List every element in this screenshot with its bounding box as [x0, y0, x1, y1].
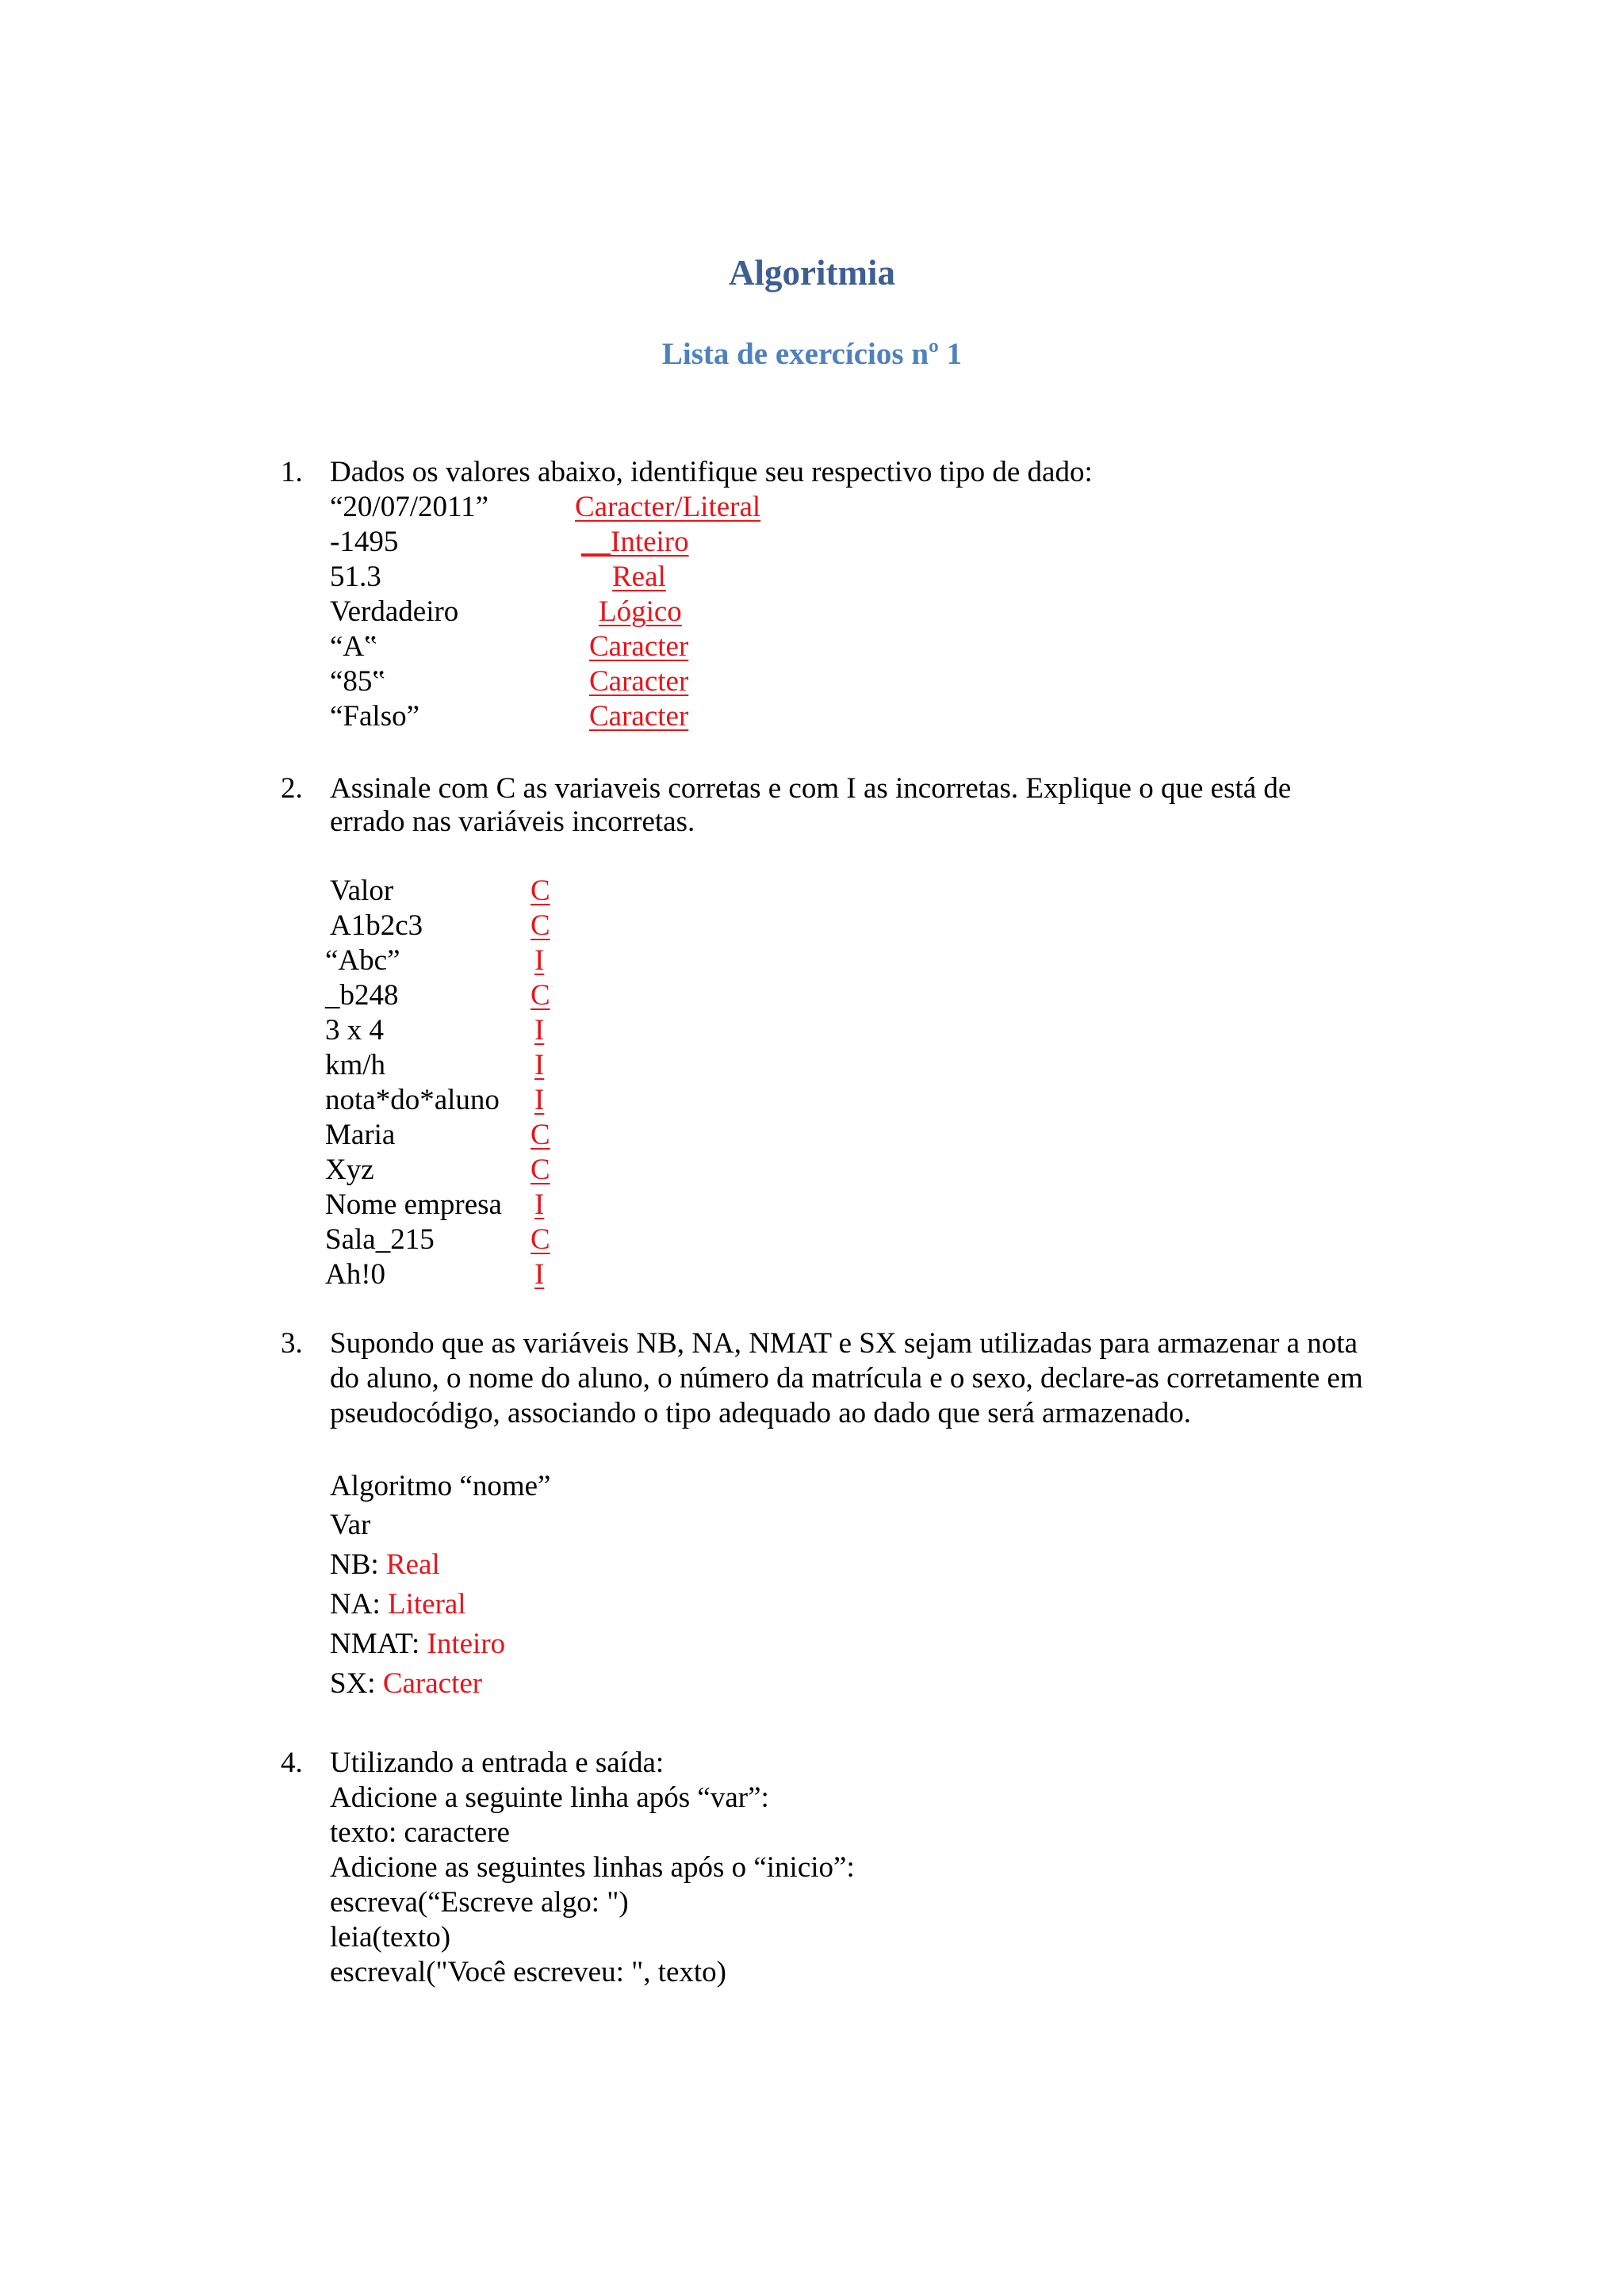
variable-name: A1b2c3 [330, 909, 423, 942]
answer-item: Caracter [589, 630, 689, 663]
variable-answer: I [534, 1049, 545, 1081]
declaration-line [330, 1627, 505, 1662]
variable-name: Maria [325, 1119, 396, 1151]
question-number: 4. [281, 1747, 303, 1779]
question-line: Adicione as seguintes linhas após o “inicio”: [330, 1851, 855, 1884]
value-item: -1495 [330, 526, 399, 558]
answer-item: Caracter [589, 665, 689, 698]
answer-item: Caracter/Literal [575, 491, 761, 523]
question-line: Utilizando a entrada e saída: [330, 1747, 665, 1779]
value-item: “20/07/2011” [330, 491, 489, 523]
value-item: “A‟ [330, 630, 377, 663]
question-prompt: errado nas variáveis incorretas. [330, 806, 695, 838]
answer-item: Real [612, 561, 666, 593]
code-line: texto: caractere [330, 1816, 510, 1849]
algorithm-header: Algoritmo “nome” [330, 1470, 551, 1502]
variable-answer: C [530, 1119, 550, 1151]
declaration-name: NA: [330, 1588, 381, 1621]
var-keyword: Var [330, 1509, 371, 1541]
variable-name: Valor [330, 874, 394, 907]
declaration-name: NB: [330, 1548, 379, 1581]
variable-answer: I [534, 1188, 545, 1221]
declaration-line [330, 1548, 440, 1582]
variable-name: Xyz [325, 1154, 374, 1186]
variable-name: “Abc” [325, 944, 400, 977]
question-prompt: Assinale com C as variaveis corretas e com I as incorretas. Explique o que está de [330, 772, 1292, 805]
variable-name: Nome empresa [325, 1188, 502, 1221]
variable-answer: I [534, 944, 545, 977]
variable-answer: I [534, 1258, 545, 1291]
declaration-type: Literal [387, 1588, 466, 1621]
variable-name: km/h [325, 1049, 386, 1081]
document-title: Algoritmia [729, 253, 895, 293]
answer-item: __Inteiro [581, 526, 689, 558]
declaration-type: Caracter [382, 1667, 483, 1700]
variable-name: Ah!0 [325, 1258, 386, 1291]
value-item: Verdadeiro [330, 595, 459, 628]
question-prompt: Dados os valores abaixo, identifique seu respectivo tipo de dado: [330, 456, 1093, 488]
answer-item: Lógico [599, 595, 682, 628]
code-line: escreva(“Escreve algo: ") [330, 1886, 629, 1919]
variable-answer: I [534, 1014, 545, 1047]
document-subtitle: Lista de exercícios nº 1 [661, 337, 963, 371]
variable-name: nota*do*aluno [325, 1084, 500, 1116]
question-prompt: Supondo que as variáveis NB, NA, NMAT e SX sejam utilizadas para armazenar a nota [330, 1327, 1358, 1360]
question-number: 2. [281, 772, 303, 805]
code-line: leia(texto) [330, 1921, 451, 1954]
value-item: “Falso” [330, 700, 420, 733]
value-item: “85‟ [330, 665, 385, 698]
variable-answer: I [534, 1084, 545, 1116]
declaration-line [330, 1667, 482, 1701]
variable-answer: C [530, 979, 550, 1012]
question-number: 3. [281, 1327, 303, 1360]
variable-answer: C [530, 1154, 550, 1186]
declaration-line [330, 1587, 466, 1622]
question-line: Adicione a seguinte linha após “var”: [330, 1781, 769, 1814]
code-line: escreval("Você escreveu: ", texto) [330, 1956, 727, 1988]
variable-name: Sala_215 [325, 1223, 435, 1256]
variable-answer: C [530, 909, 550, 942]
declaration-type: Inteiro [427, 1628, 506, 1660]
variable-answer: C [530, 1223, 550, 1256]
declaration-name: NMAT: [330, 1628, 420, 1660]
answer-item: Caracter [589, 700, 689, 733]
value-item: 51.3 [330, 561, 381, 593]
variable-answer: C [530, 874, 550, 907]
variable-name: 3 x 4 [325, 1014, 384, 1047]
question-prompt: pseudocódigo, associando o tipo adequado ao dado que será armazenado. [330, 1397, 1191, 1429]
declaration-type: Real [385, 1548, 440, 1581]
question-number: 1. [281, 456, 303, 488]
declaration-name: SX: [330, 1667, 376, 1700]
variable-name: _b248 [325, 979, 399, 1012]
question-prompt: do aluno, o nome do aluno, o número da matrícula e o sexo, declare-as corretamente em [330, 1362, 1363, 1395]
